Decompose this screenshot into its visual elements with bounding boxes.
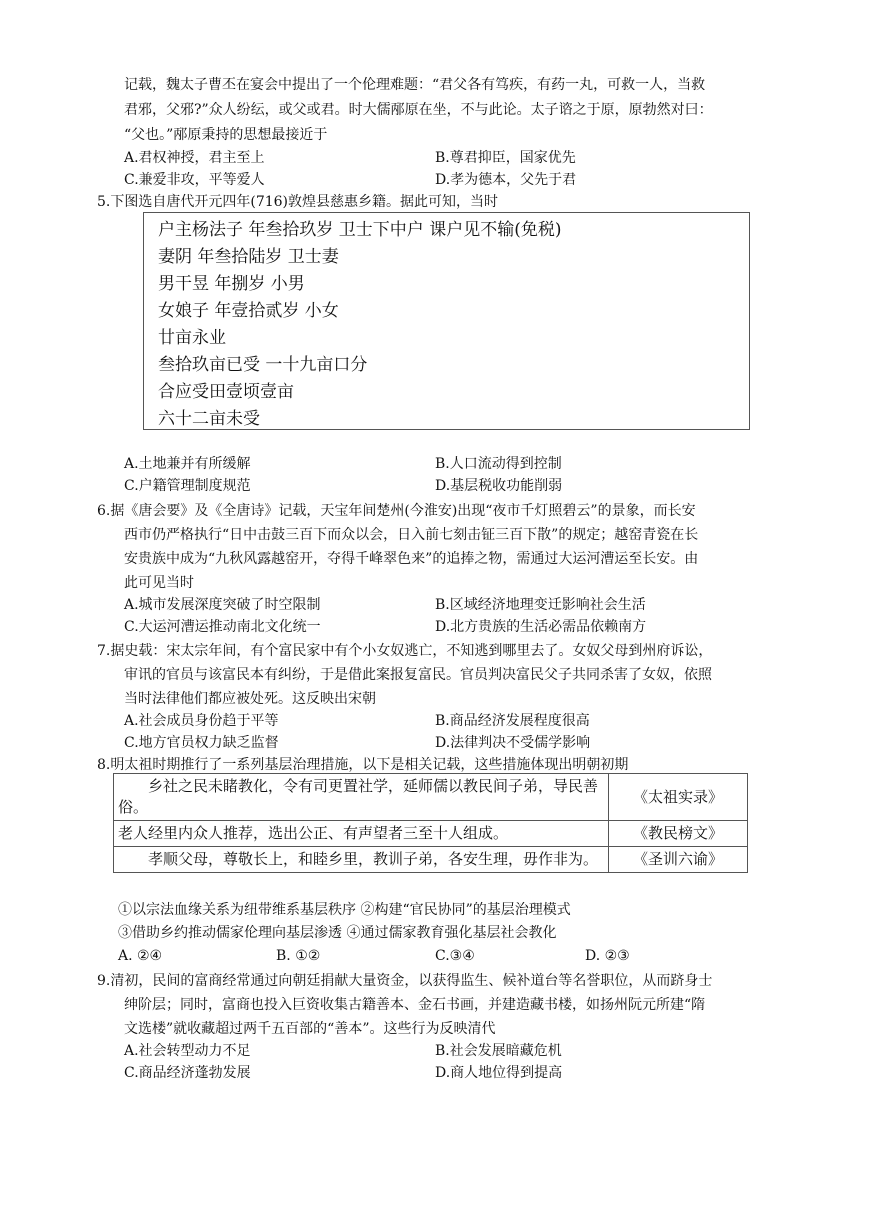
table-row	[114, 821, 748, 847]
q4-option-b: B.尊君抑臣，国家优先	[435, 150, 576, 166]
q5-option-b: B.人口流动得到控制	[435, 456, 562, 472]
q9-option-d: D.商人地位得到提高	[435, 1065, 563, 1081]
q4-stem-line1: 记载，魏太子曹丕在宴会中提出了一个伦理难题：“君父各有笃疾，有药一丸，可救一人，当救	[124, 77, 706, 93]
q5-record: 六十二亩未受	[158, 409, 260, 429]
q7-option-a: A.社会成员身份趋于平等	[124, 713, 279, 729]
q4-stem-line2: 君邪，父邪?”众人纷纭，或父或君。时大儒邴原在坐，不与此论。太子谘之于原，原勃然对曰：	[124, 102, 713, 118]
q5-record: 妻阴 年叁拾陆岁 卫士妻	[158, 247, 339, 267]
q9-stem-line1: 9.清初，民间的富商经常通过向朝廷捐献大量资金，以获得监生、候补道台等名誉职位，从而跻身士	[97, 973, 713, 989]
q6-option-d: D.北方贵族的生活必需品依赖南方	[435, 619, 647, 635]
table-row	[114, 847, 748, 873]
q5-option-a: A.土地兼并有所缓解	[124, 456, 251, 472]
table-row	[114, 774, 748, 821]
q4-option-c: C.兼爱非攻，平等爱人	[124, 172, 265, 188]
q8-record-text: 老人经里内众人推荐，选出公正、有声望者三至十人组成。	[114, 821, 609, 847]
q7-stem-line3: 当时法律他们都应被处死。这反映出宋朝	[124, 691, 376, 707]
q8-record-source: 《圣训六谕》	[609, 847, 748, 873]
q7-option-b: B.商品经济发展程度很高	[435, 713, 590, 729]
q9-option-c: C.商品经济蓬勃发展	[124, 1065, 251, 1081]
q8-record-source: 《太祖实录》	[609, 774, 748, 821]
q5-record: 叁拾玖亩已受 一十九亩口分	[158, 355, 368, 375]
q8-record-source: 《教民榜文》	[609, 821, 748, 847]
q9-option-b: B.社会发展暗藏危机	[435, 1043, 562, 1059]
q6-option-b: B.区域经济地理变迁影响社会生活	[435, 597, 646, 613]
q4-option-d: D.孝为德本，父先于君	[435, 172, 577, 188]
q5-record: 男干昱 年捌岁 小男	[158, 274, 305, 294]
q8-option-b: B. ①②	[276, 948, 321, 964]
q6-stem-line1: 6.据《唐会要》及《全唐诗》记载，天宝年间楚州(今淮安)出现“夜市千灯照碧云”的景象，而长安	[97, 503, 696, 519]
q7-stem-line1: 7.据史载：宋太宗年间，有个富民家中有个小女奴逃亡，不知逃到哪里去了。女奴父母到州府诉讼，	[97, 643, 713, 659]
q8-record-text: 乡社之民未睹教化，令有司更置社学，延师儒以教民间子弟，导民善俗。	[114, 774, 609, 821]
q5-option-c: C.户籍管理制度规范	[124, 478, 251, 494]
q4-option-a: A.君权神授，君主至上	[124, 150, 265, 166]
q4-stem-line3: “父也。”邴原秉持的思想最接近于	[124, 127, 328, 143]
q6-option-c: C.大运河漕运推动南北文化统一	[124, 619, 321, 635]
q8-option-a: A. ②④	[118, 948, 163, 964]
q7-stem-line2: 审讯的官员与该富民本有纠纷，于是借此案报复富民。官员判决富民父子共同杀害了女奴，依照	[124, 667, 712, 683]
q5-record: 户主杨法子 年叁拾玖岁 卫士下中户 课户见不输(免税)	[158, 220, 562, 240]
q6-option-a: A.城市发展深度突破了时空限制	[124, 597, 321, 613]
q8-items-line2: ③借助乡约推动儒家伦理向基层渗透 ④通过儒家教育强化基层社会教化	[118, 925, 557, 941]
q5-record: 合应受田壹顷壹亩	[158, 382, 294, 402]
q5-stem: 5.下图选自唐代开元四年(716)敦煌县慈惠乡籍。据此可知，当时	[97, 194, 499, 210]
q8-record-text: 孝顺父母，尊敬长上，和睦乡里，教训子弟，各安生理，毋作非为。	[114, 847, 609, 873]
q8-stem: 8.明太祖时期推行了一系列基层治理措施，以下是相关记载，这些措施体现出明朝初期	[97, 757, 629, 773]
q7-option-c: C.地方官员权力缺乏监督	[124, 735, 279, 751]
q9-option-a: A.社会转型动力不足	[124, 1043, 251, 1059]
q9-stem-line2: 绅阶层；同时，富商也投入巨资收集古籍善本、金石书画，并建造藏书楼，如扬州阮元所建“隋	[124, 997, 706, 1013]
q5-record: 廿亩永业	[158, 328, 226, 348]
q6-stem-line2: 西市仍严格执行“日中击鼓三百下而众以会，日入前七刻击钲三百下散”的规定；越窑青瓷在长	[124, 527, 699, 543]
q9-stem-line3: 文选楼”就收藏超过两千五百部的“善本”。这些行为反映清代	[124, 1021, 496, 1037]
q7-option-d: D.法律判决不受儒学影响	[435, 735, 591, 751]
q5-household-register-box	[143, 212, 750, 430]
q5-option-d: D.基层税收功能削弱	[435, 478, 563, 494]
q6-stem-line4: 此可见当时	[124, 575, 194, 591]
q5-record: 女娘子 年壹拾贰岁 小女	[158, 301, 339, 321]
q8-option-c: C.③④	[435, 948, 475, 964]
q8-option-d: D. ②③	[585, 948, 630, 964]
q8-records-table	[113, 773, 748, 873]
q6-stem-line3: 安贵族中成为“九秋风露越窑开，夺得千峰翠色来”的追捧之物，需通过大运河漕运至长安。由	[124, 551, 699, 567]
q8-items-line1: ①以宗法血缘关系为纽带维系基层秩序 ②构建“官民协同”的基层治理模式	[118, 902, 571, 918]
